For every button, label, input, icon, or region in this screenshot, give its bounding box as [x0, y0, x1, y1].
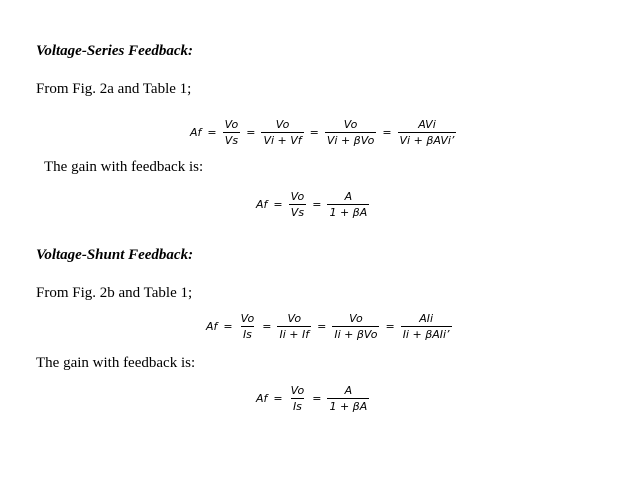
- denominator: Vi + Vf: [263, 134, 302, 147]
- denominator: Vs: [224, 134, 239, 147]
- numerator: Vo: [343, 118, 358, 131]
- equals-sign: =: [309, 126, 319, 139]
- fraction: [401, 312, 452, 341]
- section-heading-voltage-series: Voltage-Series Feedback:: [36, 43, 194, 59]
- shunt-gain-text: The gain with feedback is:: [36, 355, 196, 371]
- denominator: 1 + βA: [329, 206, 368, 219]
- eq-lhs: Af: [256, 198, 268, 211]
- equals-sign: =: [312, 198, 322, 211]
- series-gain-text: The gain with feedback is:: [44, 159, 204, 175]
- denominator: Is: [292, 400, 302, 413]
- numerator: A: [344, 190, 353, 203]
- denominator: 1 + βA: [329, 400, 368, 413]
- denominator: Vi + βAVi’: [399, 134, 455, 147]
- numerator: AVi: [418, 118, 436, 131]
- shunt-equation-1: [206, 312, 454, 341]
- fraction: [327, 190, 369, 219]
- numerator: Vo: [287, 312, 302, 325]
- denominator: Is: [242, 328, 252, 341]
- fraction: [327, 384, 369, 413]
- equals-sign: =: [262, 320, 272, 333]
- fraction: [239, 312, 257, 341]
- numerator: AIi: [419, 312, 434, 325]
- fraction: [332, 312, 379, 341]
- denominator: Vs: [290, 206, 305, 219]
- numerator: Vo: [290, 190, 305, 203]
- numerator: Vo: [275, 118, 290, 131]
- fraction: [289, 190, 307, 219]
- eq-lhs: Af: [256, 392, 268, 405]
- shunt-intro-text: From Fig. 2b and Table 1;: [36, 285, 193, 301]
- section-heading-voltage-shunt: Voltage-Shunt Feedback:: [36, 247, 194, 263]
- series-intro-text: From Fig. 2a and Table 1;: [36, 81, 192, 97]
- fraction: [223, 118, 241, 147]
- equals-sign: =: [317, 320, 327, 333]
- shunt-equation-2: [256, 384, 371, 413]
- equals-sign: =: [273, 392, 283, 405]
- denominator: Vi + βVo: [326, 134, 375, 147]
- numerator: Vo: [349, 312, 363, 325]
- equals-sign: =: [223, 320, 233, 333]
- equals-sign: =: [312, 392, 322, 405]
- numerator: Vo: [290, 384, 305, 397]
- fraction: [289, 384, 307, 413]
- equals-sign: =: [273, 198, 283, 211]
- numerator: Vo: [224, 118, 239, 131]
- equals-sign: =: [385, 320, 395, 333]
- eq-lhs: Af: [190, 126, 202, 139]
- fraction: [325, 118, 376, 147]
- denominator: Ii + βVo: [334, 328, 378, 341]
- numerator: Vo: [240, 312, 255, 325]
- series-equation-2: [256, 190, 371, 219]
- equals-sign: =: [382, 126, 392, 139]
- fraction: [277, 312, 311, 341]
- fraction: [261, 118, 303, 147]
- denominator: Ii + If: [279, 328, 310, 341]
- equals-sign: =: [246, 126, 256, 139]
- equals-sign: =: [207, 126, 217, 139]
- series-equation-1: [190, 118, 458, 147]
- eq-lhs: Af: [206, 320, 218, 333]
- fraction: [398, 118, 457, 147]
- denominator: Ii + βAIi’: [402, 328, 450, 341]
- numerator: A: [344, 384, 353, 397]
